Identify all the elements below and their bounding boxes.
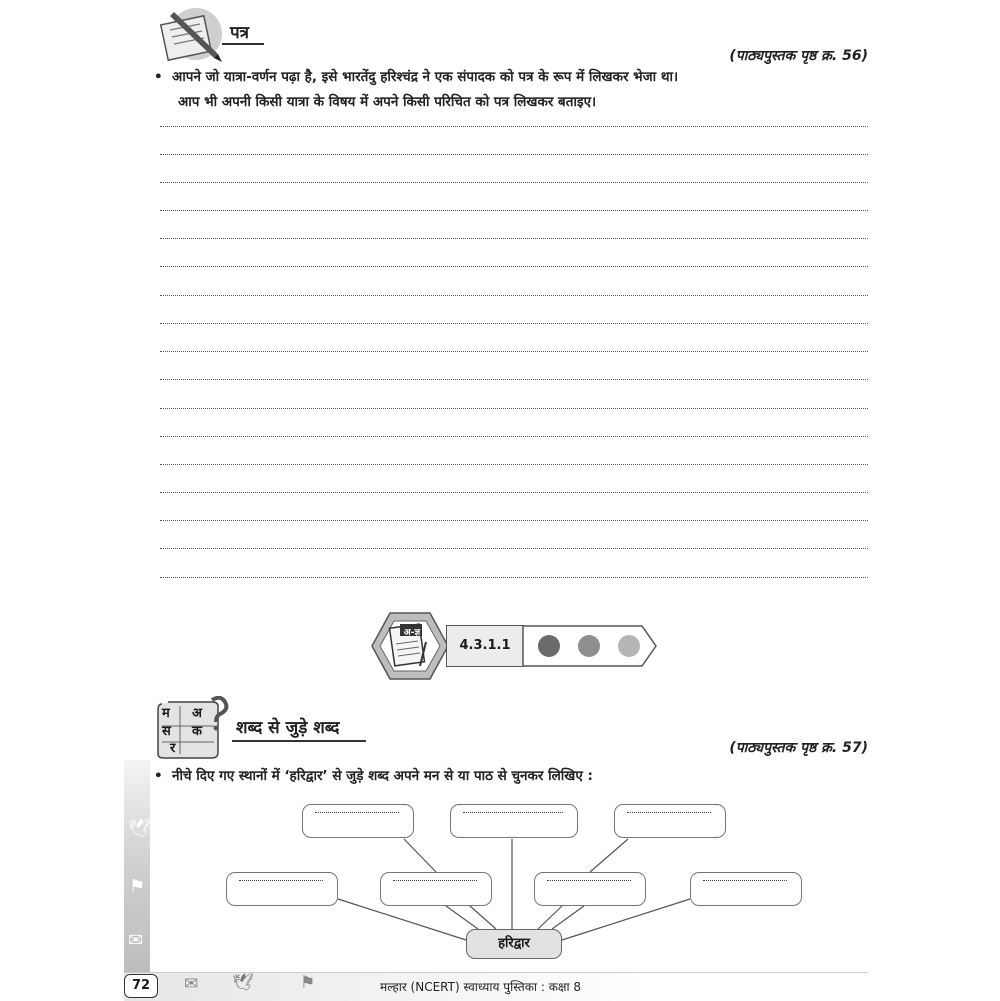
word-box[interactable] (226, 872, 338, 906)
bird-icon: 🕊 (232, 973, 254, 993)
word-box[interactable] (534, 872, 646, 906)
bullet: • (154, 69, 163, 85)
scroll-letter: क (192, 724, 202, 739)
scroll-letter: र (170, 741, 176, 756)
center-word-box: हरिद्वार (466, 929, 562, 959)
scroll-letter: म (162, 706, 170, 721)
scroll-letter: अ (192, 706, 202, 721)
envelope-icon: ✉ (184, 974, 199, 994)
scroll-letter: स (162, 724, 171, 739)
question-line: नीचे दिए गए स्थानों में ‘हरिद्वार’ से जुड़े शब्द अपने मन से या पाठ से चुनकर लिखिए : (172, 768, 593, 784)
footer-text: मल्हार (NCERT) स्वाध्याय पुस्तिका : कक्षा 8 (380, 980, 582, 994)
question-text-2: आप भी अपनी किसी यात्रा के विषय में अपने किसी परिचित को पत्र लिखकर बताइए। (178, 94, 597, 110)
badge-icon-text: अ-ज्ञ (403, 628, 421, 638)
learning-outcome-code: 4.3.1.1 (446, 625, 524, 667)
section-title-related-words: शब्द से जुड़े शब्द (236, 718, 340, 738)
bird-icon: 🕊 (128, 818, 151, 839)
page-number: 72 (124, 974, 158, 998)
bullet: • (154, 768, 163, 784)
flag-icon: ⚑ (129, 876, 146, 897)
question-line-1: आपने जो यात्रा-वर्णन पढ़ा है, इसे भारतेंदु हरिश्चंद्र ने एक संपादक को पत्र के रूप में लिखकर भेजा था। (172, 69, 679, 85)
flag-icon: ⚑ (300, 973, 316, 993)
word-box[interactable] (690, 872, 802, 906)
textbook-reference: (पाठ्यपुस्तक पृष्ठ क्र. 56) (729, 48, 868, 64)
section-title-letter: पत्र (230, 23, 250, 43)
textbook-reference: (पाठ्यपुस्तक पृष्ठ क्र. 57) (729, 740, 868, 756)
word-box[interactable] (450, 804, 578, 838)
word-box[interactable] (302, 804, 414, 838)
word-box[interactable] (614, 804, 726, 838)
word-box[interactable] (380, 872, 492, 906)
envelope-icon: ✉ (128, 930, 144, 951)
